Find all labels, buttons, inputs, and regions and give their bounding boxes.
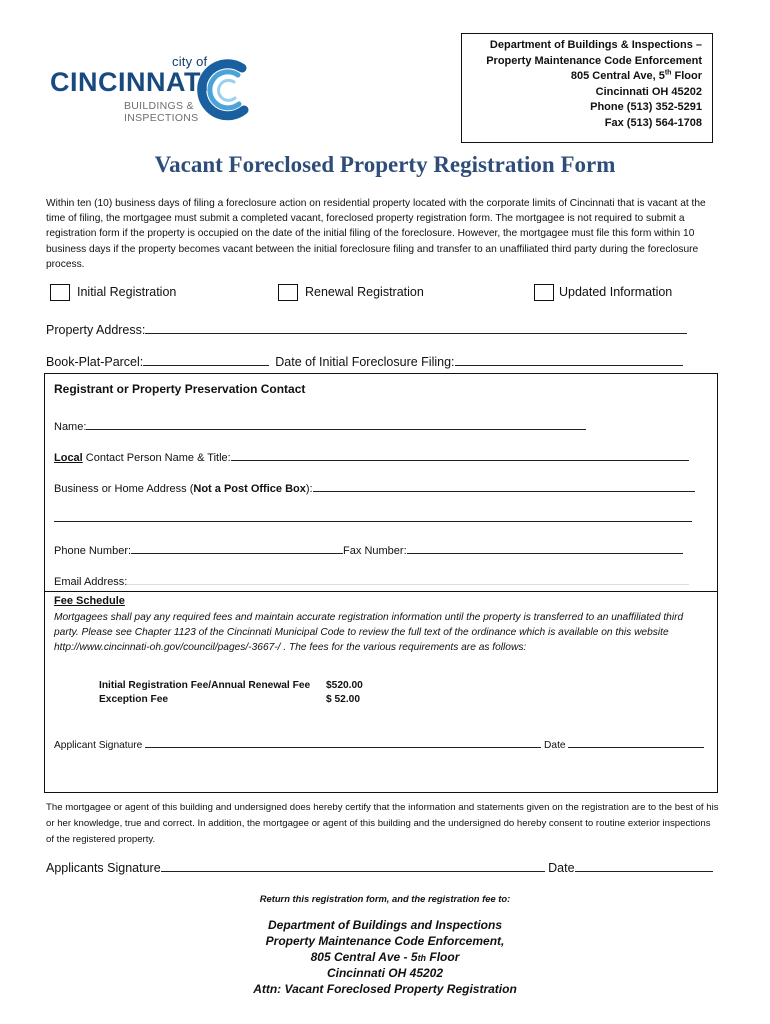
return-line-2: Property Maintenance Code Enforcement, (265, 934, 505, 948)
book-plat-parcel-field[interactable] (143, 352, 269, 366)
fee-divider (45, 591, 717, 592)
property-address-field[interactable] (145, 320, 687, 334)
email-row (54, 571, 689, 588)
address-line-3: 805 Central Ave, 5th Floor (570, 69, 702, 83)
applicants-signature-field[interactable] (161, 858, 545, 872)
property-address-row (46, 320, 687, 337)
address-line-2: Property Maintenance Code Enforcement (486, 54, 702, 67)
address-line-6: Fax (513) 564-1708 (604, 116, 702, 129)
return-line-4: Cincinnati OH 45202 (326, 966, 444, 980)
final-date-label: Date (544, 861, 575, 875)
applicant-date-field[interactable] (568, 736, 704, 748)
fee-schedule-heading: Fee Schedule (54, 595, 125, 607)
updated-information-label: Updated Information (559, 285, 673, 299)
phone-label: Phone Number: (54, 545, 132, 557)
intro-paragraph: Within ten (10) business days of filing a foreclosure action on residential property located with the corporate limits of Cincinnati that is vacant at the time of filing, the mortgagee must submit a completed vacant, foreclosed property registration form. The mortgagee is not required to submit a registration form if the property is occupied on the date of the initial filing of the foreclosure. However, the mortgagee must file this form within 10 business days if the property becomes vacant between the initial foreclosure filing and transfer to an unaffiliated third party during the foreclosure process. (46, 198, 706, 270)
address-line-5: Phone (513) 352-5291 (590, 101, 702, 114)
cincinnati-logo (48, 50, 258, 130)
renewal-registration-label: Renewal Registration (305, 285, 424, 299)
email-field[interactable] (127, 571, 689, 585)
email-label: Email Address: (54, 576, 128, 588)
fee-schedule-text: Mortgagees shall pay any required fees and maintain accurate registration information until the property is transferred to an unaffiliated third party. Please see Chapter 1123 of the Cincinnati Municipal Code to review the full text of the ordinance which is available on this website http://www.cincinnati-oh.gov/council/pages/-3667-/ . The fees for the various requirements are as follows: (54, 612, 684, 654)
applicant-signature-field[interactable] (145, 736, 541, 748)
initial-registration-label: Initial Registration (77, 285, 177, 299)
return-line-1: Department of Buildings and Inspections (267, 918, 503, 932)
book-plat-parcel-row (46, 352, 683, 369)
business-address-field-2[interactable] (54, 508, 692, 522)
book-plat-parcel-label: Book-Plat-Parcel: (46, 355, 144, 369)
name-row (54, 416, 586, 433)
fee-row-initial-label: Initial Registration Fee/Annual Renewal Fee (99, 680, 311, 691)
return-line-5: Attn: Vacant Foreclosed Property Registration (253, 982, 517, 996)
business-address-label: Business or Home Address ( (54, 483, 194, 495)
business-address-label-end: ): (305, 483, 313, 495)
initial-registration-checkbox[interactable] (50, 284, 70, 301)
foreclosure-date-label: Date of Initial Foreclosure Filing: (275, 355, 455, 369)
business-address-row-2 (54, 508, 692, 525)
logo-c-mark-icon (194, 58, 256, 122)
local-contact-field[interactable] (231, 447, 689, 461)
logo-sub-inspections: INSPECTIONS (124, 112, 199, 124)
final-date-field[interactable] (575, 858, 713, 872)
local-label-bold: Local (54, 452, 83, 464)
fax-field[interactable] (407, 540, 683, 554)
business-address-field[interactable] (313, 478, 695, 492)
address-line-1: Department of Buildings & Inspections – (489, 39, 702, 51)
foreclosure-date-field[interactable] (455, 352, 683, 366)
department-address-box (461, 33, 713, 143)
fee-row-exception-value: $ 52.00 (326, 694, 360, 705)
name-label: Name: (54, 421, 87, 433)
logo-sub-buildings: BUILDINGS & (124, 100, 194, 112)
property-address-label: Property Address: (46, 323, 146, 337)
updated-information-checkbox[interactable] (534, 284, 554, 301)
return-line-3: 805 Central Ave - 5th Floor (310, 950, 460, 964)
business-address-row (54, 478, 695, 495)
local-contact-label: Contact Person Name & Title: (82, 452, 231, 464)
fee-row-initial-value: $520.00 (326, 680, 363, 691)
name-field[interactable] (86, 416, 586, 430)
form-title: Vacant Foreclosed Property Registration Form (154, 152, 616, 177)
applicant-signature-row (54, 736, 704, 751)
return-instruction: Return this registration form, and the registration fee to: (259, 893, 511, 904)
applicant-signature-label: Applicant Signature (54, 740, 143, 751)
applicants-signature-label: Applicants Signature (46, 861, 161, 875)
address-line-4: Cincinnati OH 45202 (595, 85, 702, 98)
not-po-box-label: Not a Post Office Box (193, 483, 306, 495)
fax-label: Fax Number: (343, 545, 407, 557)
local-contact-row (54, 447, 689, 464)
phone-fax-row (54, 540, 683, 557)
fee-row-exception-label: Exception Fee (99, 694, 169, 705)
applicant-date-label: Date (544, 740, 566, 751)
phone-field[interactable] (131, 540, 343, 554)
renewal-registration-checkbox[interactable] (278, 284, 298, 301)
contact-heading: Registrant or Property Preservation Contact (54, 382, 306, 396)
final-signature-row (46, 858, 713, 875)
contact-section-box (44, 373, 718, 793)
logo-city-of: city of (172, 54, 208, 69)
certification-paragraph: The mortgagee or agent of this building and undersigned does hereby certify that the information and statements given on the registration are to the best of his or her knowledge, true and correct. In addition, the mortgagee or agent of this building and the undersigned do hereby consent to routine exterior inspections of the registered property. (46, 802, 719, 845)
logo-name: CINCINNATI (50, 67, 209, 97)
